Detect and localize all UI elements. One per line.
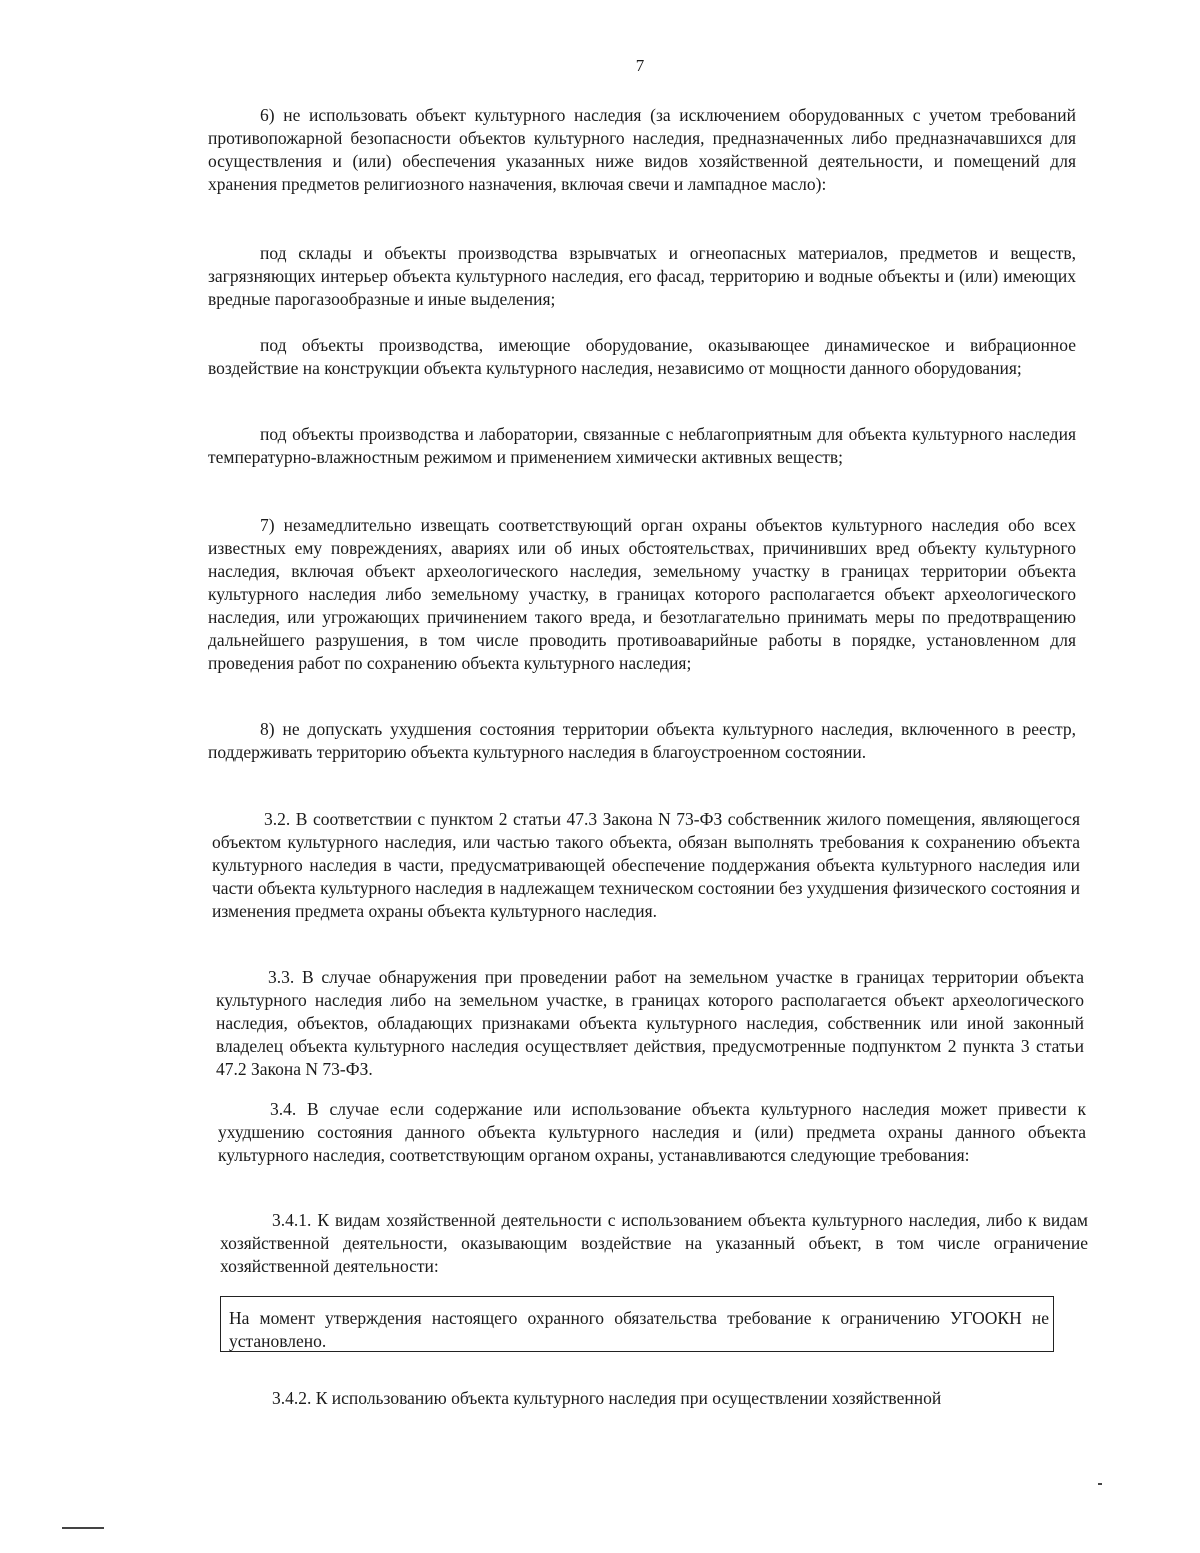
page-number: 7 (635, 56, 645, 75)
paragraph-7: 7) незамедлительно извещать соответствующий орган охраны объектов культурного наследия обо всех известных ему повреждениях, авариях или об иных обстоятельствах, причинивших вред объекту культурного наследия, включая объект археологического наследия, земельному участку в границах территории объекта культурного наследия либо земельному участку, в границах которого располагается объект археологического наследия, или угрожающих причинением такого вреда, и безотлагательно принимать меры по предотвращению дальнейшего разрушения, в том числе проводить противоаварийные работы в порядке, установленном для проведения работ по сохранению объекта культурного наследия; (208, 515, 1076, 673)
paragraph-3-4-1: 3.4.1. К видам хозяйственной деятельности с использованием объекта культурного наследия, либо к видам хозяйственной деятельности, оказывающим воздействие на указанный объект, в том числе ограничение хозяйственной деятельности: (220, 1210, 1088, 1276)
scan-artifact-line (62, 1527, 104, 1529)
paragraph-3-3: 3.3. В случае обнаружения при проведении работ на земельном участке в границах территории объекта культурного наследия либо на земельном участке, в границах которого располагается объект археологического наследия, объектов, обладающих признаками объекта культурного наследия, собственник или иной законный владелец объекта культурного наследия осуществляет действия, предусмотренные подпунктом 2 пункта 3 статьи 47.2 Закона N 73-ФЗ. (216, 967, 1084, 1079)
paragraph-3-2: 3.2. В соответствии с пунктом 2 статьи 47.3 Закона N 73-ФЗ собственник жилого помещения, являющегося объектом культурного наследия, или частью такого объекта, обязан выполнять требования к сохранению объекта культурного наследия в части, предусматривающей обеспечение поддержания объекта культурного наследия или части объекта культурного наследия в надлежащем техническом состоянии без ухудшения физического состояния и изменения предмета охраны объекта культурного наследия. (212, 809, 1080, 921)
paragraph-laboratories: под объекты производства и лаборатории, связанные с неблагоприятным для объекта культурного наследия температурно-влажностным режимом и применением химически активных веществ; (208, 424, 1076, 467)
paragraph-6: 6) не использовать объект культурного наследия (за исключением оборудованных с учетом требований противопожарной безопасности объектов культурного наследия, предназначенных либо предназначавшихся для осуществления и (или) обеспечения указанных ниже видов хозяйственной деятельности, и помещений для хранения предметов религиозного назначения, включая свечи и лампадное масло): (208, 105, 1076, 194)
paragraph-warehouses: под склады и объекты производства взрывчатых и огнеопасных материалов, предметов и веществ, загрязняющих интерьер объекта культурного наследия, его фасад, территорию и водные объекты и (или) имеющих вредные парогазообразные и иные выделения; (208, 243, 1076, 309)
notice-box (220, 1296, 1054, 1352)
scan-artifact-dot (1098, 1483, 1102, 1485)
paragraph-8: 8) не допускать ухудшения состояния территории объекта культурного наследия, включенного в реестр, поддерживать территорию объекта культурного наследия в благоустроенном состоянии. (208, 719, 1076, 762)
paragraph-production-equipment: под объекты производства, имеющие оборудование, оказывающее динамическое и вибрационное воздействие на конструкции объекта культурного наследия, независимо от мощности данного оборудования; (208, 335, 1076, 378)
notice-text: На момент утверждения настоящего охранного обязательства требование к ограничению УГООКН не установлено. (229, 1308, 1049, 1351)
paragraph-3-4-2: 3.4.2. К использованию объекта культурного наследия при осуществлении хозяйственной (272, 1388, 942, 1408)
paragraph-3-4: 3.4. В случае если содержание или использование объекта культурного наследия может привести к ухудшению состояния данного объекта культурного наследия и (или) предмета охраны данного объекта культурного наследия, соответствующим органом охраны, устанавливаются следующие требования: (218, 1099, 1086, 1165)
